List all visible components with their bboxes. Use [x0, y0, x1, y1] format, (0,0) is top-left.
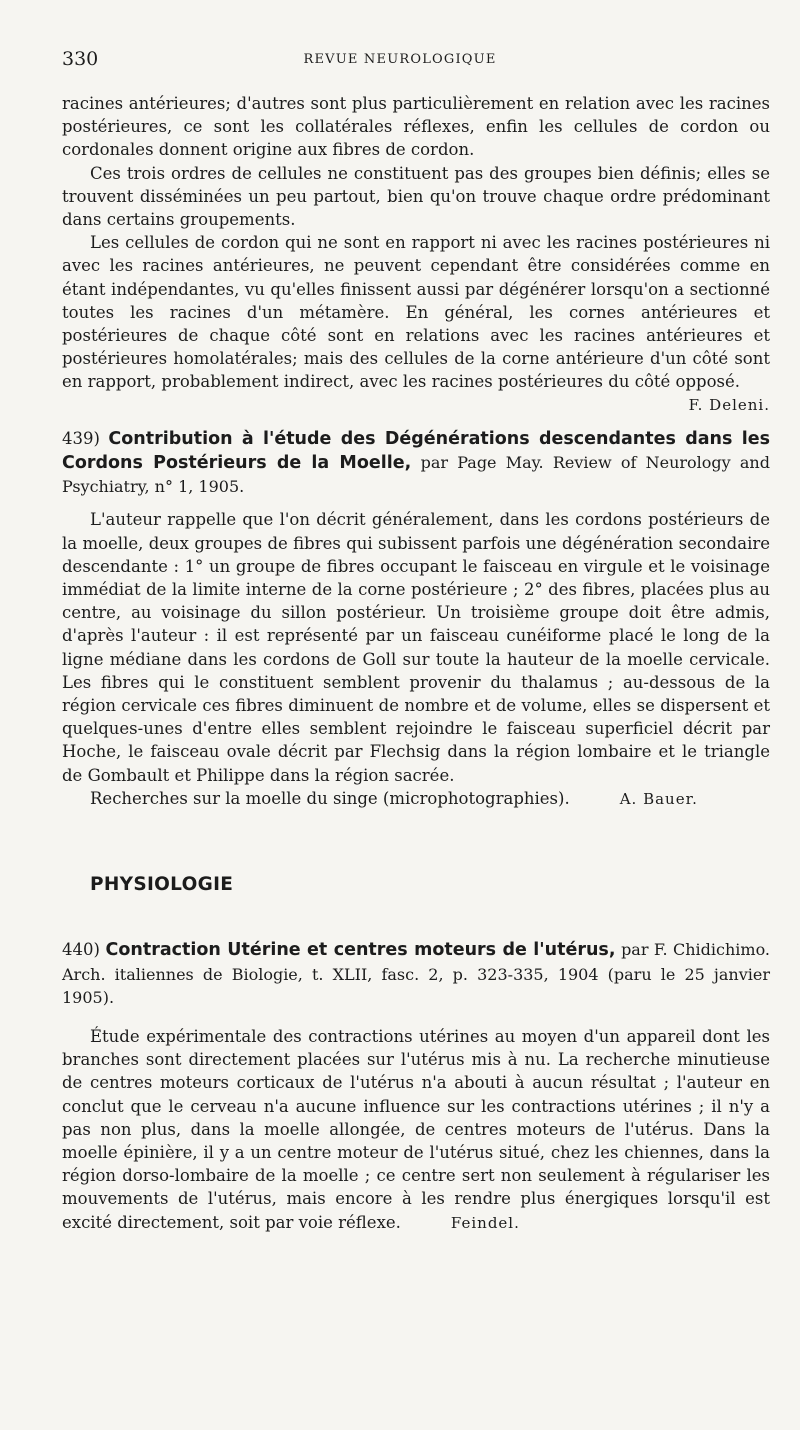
continuation-paragraph: Ces trois ordres de cellules ne constituent pas des groupes bien définis; elles se trouvent disséminées un peu partout, bien qu'on trouve chaque ordre prédominant dans certains groupements.: [62, 163, 770, 230]
article-closing-text: Recherches sur la moelle du singe (microphotographies).: [90, 788, 570, 808]
section-heading: PHYSIOLOGIE: [90, 874, 234, 896]
page-header: [0, 48, 800, 72]
page-body: [62, 92, 770, 1235]
article-title: Contribution à l'étude des Dégénérations descendantes dans les Cordons Postérieurs de la Moelle,: [62, 428, 771, 474]
article-paragraph: L'auteur rappelle que l'on décrit généralement, dans les cordons postérieurs de la moelle, deux groupes de fibres qui subissent parfois une dégénération secondaire descendante : 1° un groupe de fibres occupant le faisceau en virgule et le voisinage immédiat de la limite interne de la corne postérieure ; 2° des fibres, placées plus au centre, au voisinage du sillon postérieur. Un troisième groupe doit être admis, d'après l'auteur : il est représenté par un faisceau cunéiforme placé le long de la ligne médiane dans les cordons de Goll sur toute la hauteur de la moelle cervicale. Les fibres qui le constituent semblent provenir du thalamus ; au-dessous de la région cervicale ces fibres diminuent de nombre et de volume, elles se dispersent et quelques-unes d'entre elles semblent rejoindre le faisceau superficiel décrit par Hoche, le faisceau ovale décrit par Flechsig dans la région lombaire et le triangle de Gombault et Philippe dans la région sacrée.: [62, 510, 770, 785]
author-signature: F. Deleni.: [688, 395, 770, 414]
author-signature: A. Bauer.: [619, 789, 698, 808]
page-number: 330: [62, 48, 99, 70]
continuation-paragraph: racines antérieures; d'autres sont plus particulièrement en relation avec les racines postérieures, ce sont les collatérales réflexes, enfin les cellules de cordon ou cordonales donnent origine aux fibres de cordon.: [62, 94, 770, 160]
article-number: 439): [62, 428, 100, 448]
author-signature: Feindel.: [450, 1213, 520, 1232]
article-title: Contraction Utérine et centres moteurs de l'utérus,: [105, 940, 616, 961]
article-heading: [62, 938, 770, 1009]
article-reference: par F. Chidichimo. Arch. italiennes de Biologie, t. XLII, fasc. 2, p. 323-335, 1904 (paru le 25 janvier 1905).: [62, 940, 770, 1007]
continuation-paragraph: Les cellules de cordon qui ne sont en rapport ni avec les racines postérieures ni avec les racines antérieures, ne peuvent cependant être considérées comme en étant indépendantes, vu qu'elles finissent aussi par dégénérer lorsqu'on a sectionné toutes les racines d'un métamère. En général, les cornes antérieures et postérieures de chaque côté sont en relations avec les racines antérieures et postérieures homolatérales; mais des cellules de la corne antérieure d'un côté sont en rapport, probablement indirect, avec les racines postérieures du côté opposé.: [62, 233, 770, 392]
article-reference: par Page May. Review of Neurology and Psychiatry, n° 1, 1905.: [62, 453, 770, 497]
running-title: REVUE NEUROLOGIQUE: [303, 52, 497, 67]
article-last-line: [62, 787, 770, 811]
article-text: Étude expérimentale des contractions utérines au moyen d'un appareil dont les branches sont directement placées sur l'utérus mis à nu. La recherche minutieuse de centres moteurs corticaux de l'utérus n'a abouti à aucun résultat ; l'auteur en conclut que le cerveau n'a aucune influence sur les contractions utérines ; il n'y a pas non plus, dans la moelle allongée, de centres moteurs de l'utérus. Dans la moelle épinière, il y a un centre moteur de l'utérus situé, chez les chiennes, dans la région dorso-lombaire de la moelle ; ce centre sert non seulement à régulariser les mouvements de l'utérus, mais encore à les rendre plus énergiques lorsqu'il est excité directement, soit par voie réflexe.: [62, 1026, 770, 1232]
article-paragraph: [62, 1025, 770, 1235]
article-heading: [62, 427, 770, 499]
article-number: 440): [62, 940, 100, 960]
